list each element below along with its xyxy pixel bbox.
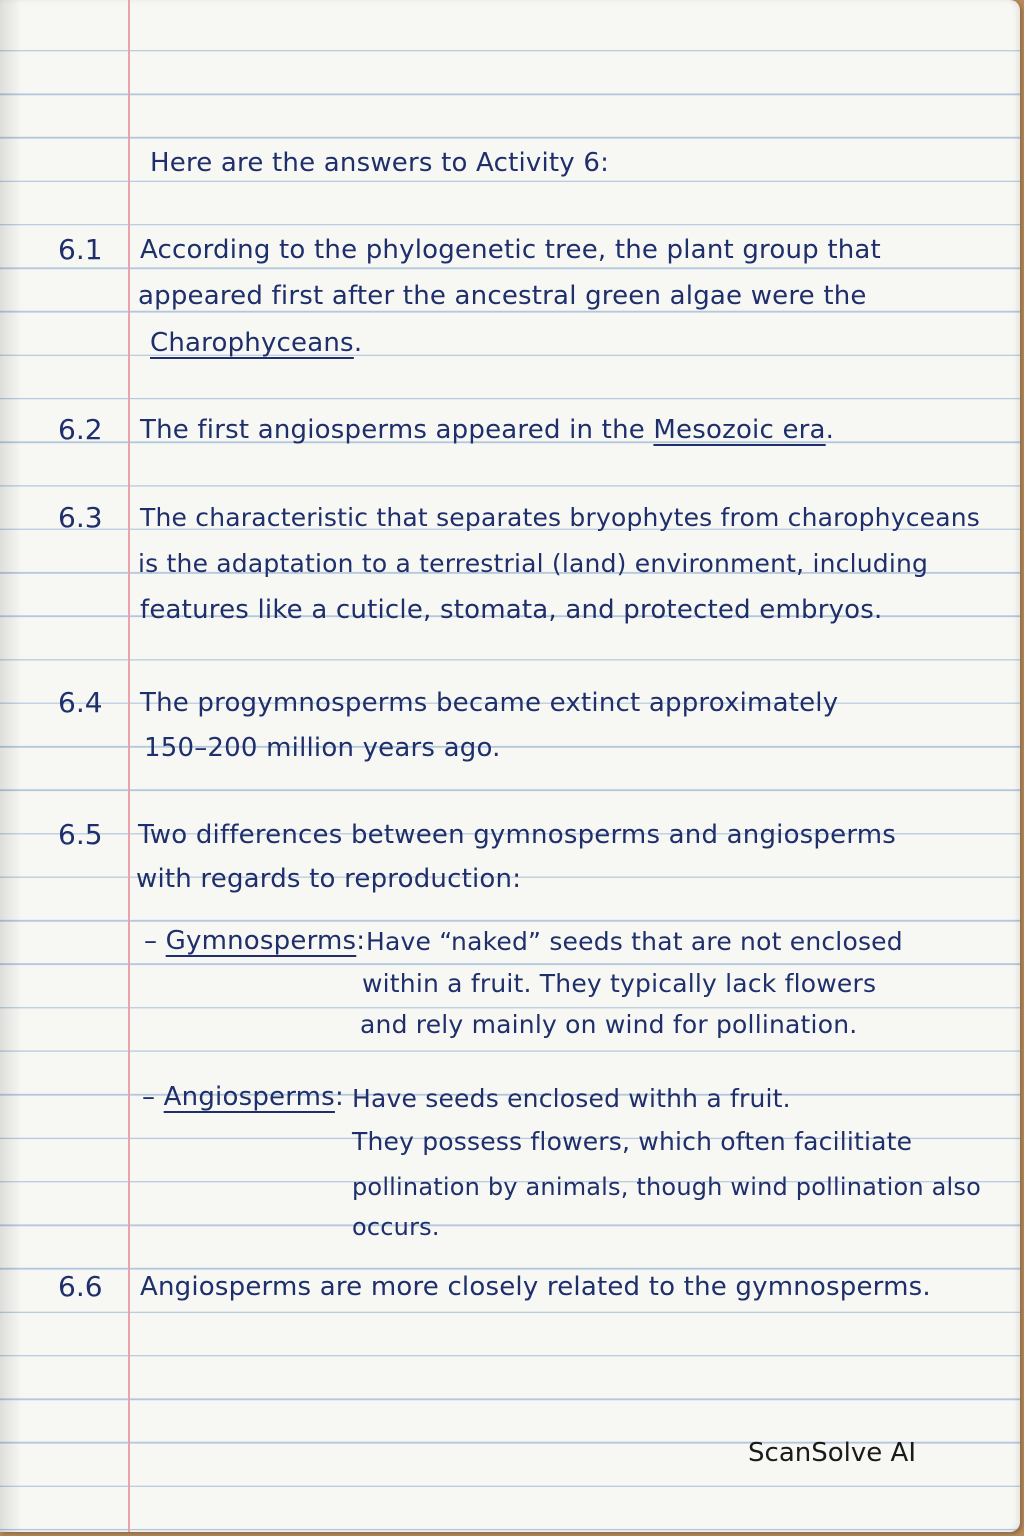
question-number-6-6: 6.6	[58, 1270, 103, 1303]
answer-6-1-line-2: appeared first after the ancestral green algae were the	[138, 281, 867, 311]
gymnosperms-colon: :	[356, 926, 366, 956]
question-number-6-4: 6.4	[58, 686, 103, 719]
angiosperms-text-line-1: Have seeds enclosed withh a fruit.	[352, 1084, 791, 1113]
answer-6-3-line-2: is the adaptation to a terrestrial (land) environment, including	[138, 549, 929, 578]
gymnosperms-text-line-3: and rely mainly on wind for pollination.	[360, 1010, 858, 1039]
angiosperms-text-line-2: They possess flowers, which often facilitiate	[352, 1127, 913, 1156]
answer-6-3-line-3: features like a cuticle, stomata, and protected embryos.	[140, 595, 883, 625]
answer-6-3-line-1: The characteristic that separates bryophytes from charophyceans	[140, 503, 981, 532]
gymnosperms-label-row	[144, 926, 365, 956]
angiosperms-text-line-4: occurs.	[352, 1213, 440, 1241]
answer-6-1-period: .	[353, 328, 363, 358]
angiosperms-colon: :	[334, 1082, 344, 1112]
angiosperms-label-row	[142, 1082, 344, 1112]
answer-6-2-line-1	[140, 415, 834, 445]
margin-line	[128, 0, 130, 1532]
answer-6-5-line-2: with regards to reproduction:	[136, 864, 522, 894]
question-number-6-5: 6.5	[58, 818, 103, 851]
answer-6-5-line-1: Two differences between gymnosperms and angiosperms	[138, 820, 897, 850]
angiosperms-text-line-3: pollination by animals, though wind pollination also	[352, 1173, 981, 1201]
gymnosperms-label: Gymnosperms	[165, 926, 357, 956]
intro-heading: Here are the answers to Activity 6:	[150, 148, 610, 178]
answer-6-2-period: .	[825, 415, 835, 445]
answer-6-2-highlight: Mesozoic era	[653, 415, 826, 445]
answer-6-1-line-3	[150, 328, 362, 358]
question-number-6-2: 6.2	[58, 413, 103, 446]
answer-6-4-line-1: The progymnosperms became extinct approximately	[140, 688, 839, 718]
answer-6-1-line-1: According to the phylogenetic tree, the plant group that	[140, 235, 881, 265]
answer-6-6-line-1: Angiosperms are more closely related to the gymnosperms.	[140, 1272, 931, 1302]
angiosperms-dash: –	[142, 1082, 156, 1112]
question-number-6-1: 6.1	[58, 233, 103, 266]
answer-6-1-highlight: Charophyceans	[150, 328, 354, 358]
gymnosperms-dash: –	[144, 926, 158, 956]
gymnosperms-text-line-2: within a fruit. They typically lack flowers	[362, 969, 877, 998]
answer-6-2-text: The first angiosperms appeared in the	[140, 415, 654, 445]
answer-6-4-line-2: 150–200 million years ago.	[144, 733, 501, 763]
angiosperms-label: Angiosperms	[163, 1082, 335, 1112]
scansolve-signature: ScanSolve AI	[748, 1438, 916, 1468]
question-number-6-3: 6.3	[58, 501, 103, 534]
binding-shadow	[0, 0, 22, 1532]
gymnosperms-text-line-1: Have “naked” seeds that are not enclosed	[366, 927, 903, 956]
